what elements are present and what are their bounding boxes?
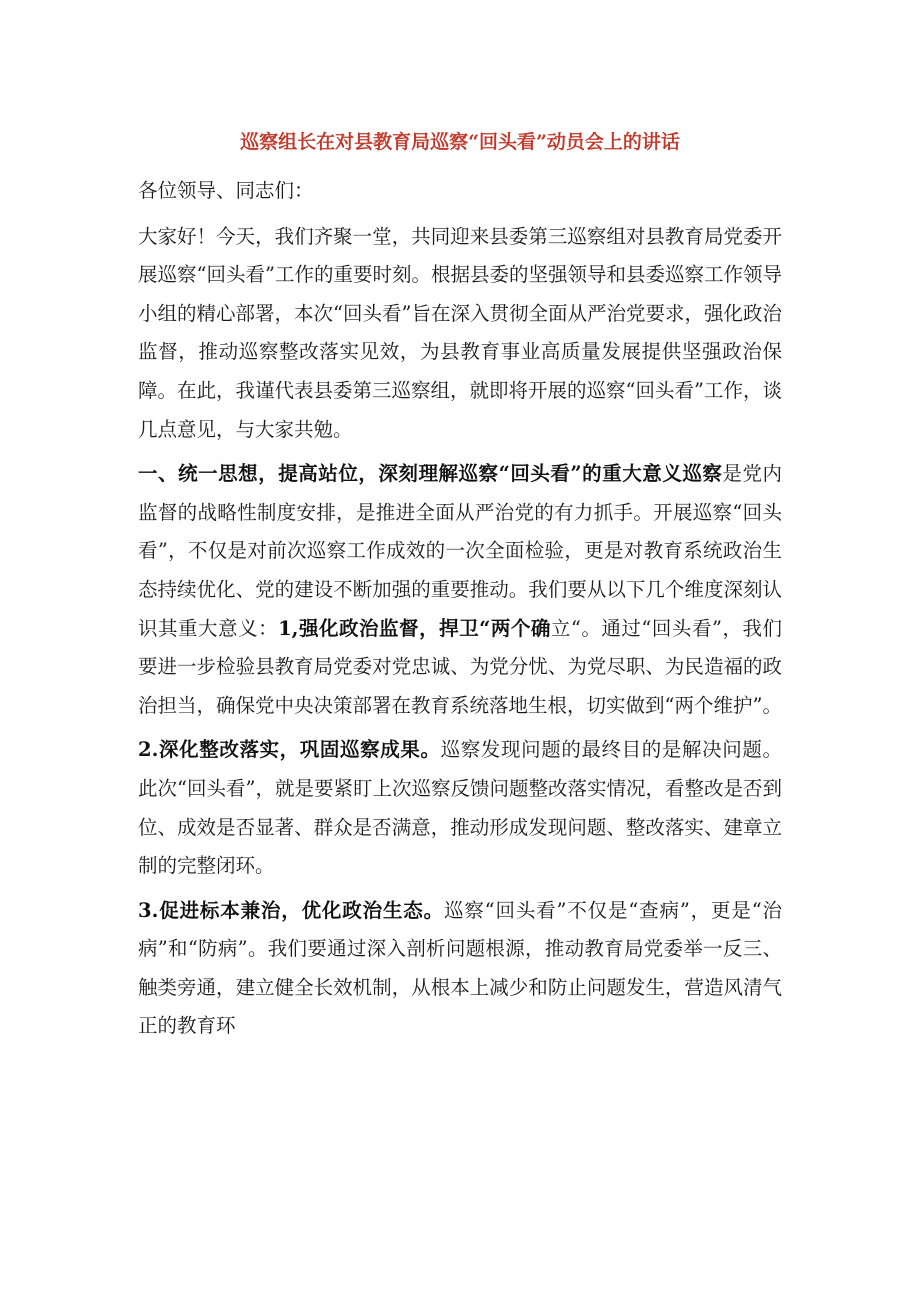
paragraph-point-2 [138,731,782,885]
section-1-heading: 一、统一思想，提高站位，深刻理解巡察“回头看”的重大意义巡察 [138,462,723,486]
point-1-text: 立“。通过“回头看”，我们要进一步检验县教育局党委对党忠诚、为党分忧、为党尽职、为民造福的政治担当，确保党中央决策部署在教育系统落地生根，切实做到“两个维护”。 [138,616,782,717]
document-title: 巡察组长在对县教育局巡察“回头看”动员会上的讲话 [240,131,680,153]
point-1-heading: 1,强化政治监督，捍卫“两个确 [278,616,551,640]
paragraph-intro: 大家好！今天，我们齐聚一堂，共同迎来县委第三巡察组对县教育局党委开展巡察“回头看”工作的重要时刻。根据县委的坚强领导和县委巡察工作领导小组的精心部署，本次“回头看”旨在深入贯彻全面从严治党要求，强化政治监督，推动巡察整改落实见效，为县教育事业高质量发展提供坚强政治保障。在此，我谨代表县委第三巡察组，就即将开展的巡察“回头看”工作，谈几点意见，与大家共勉。 [138,224,782,441]
point-2-text: 巡察发现问题的最终目的是解决问题。此次“回头看”，就是要紧盯上次巡察反馈问题整改落实情况，看整改是否到位、成效是否显著、群众是否满意，推动形成发现问题、整改落实、建章立制的完整闭环。 [138,738,782,878]
point-3-text: 巡察“回头看”不仅是“查病”，更是“治病”和“防病”。我们要通过深入剖析问题根源，推动教育局党委举一反三、触类旁通，建立健全长效机制，从根本上减少和防止问题发生，营造风清气正的教育环 [138,898,782,1038]
document-body [138,172,782,1046]
point-2-heading: 2.深化整改落实，巩固巡察成果。 [138,738,441,762]
salutation: 各位领导、同志们： [138,179,314,202]
point-3-heading: 3.促进标本兼治，优化政治生态。 [138,898,444,922]
section-1-text: 是党内监督的战略性制度安排，是推进全面从严治党的有力抓手。开展巡察“回头看”，不仅是对前次巡察工作成效的一次全面检验，更是对教育系统政治生态持续优化、党的建设不断加强的重要推动。我们要从以下几个维度深刻认识其重大意义： [138,462,782,640]
paragraph-point-3 [138,892,782,1046]
paragraph-section-1 [138,455,782,725]
